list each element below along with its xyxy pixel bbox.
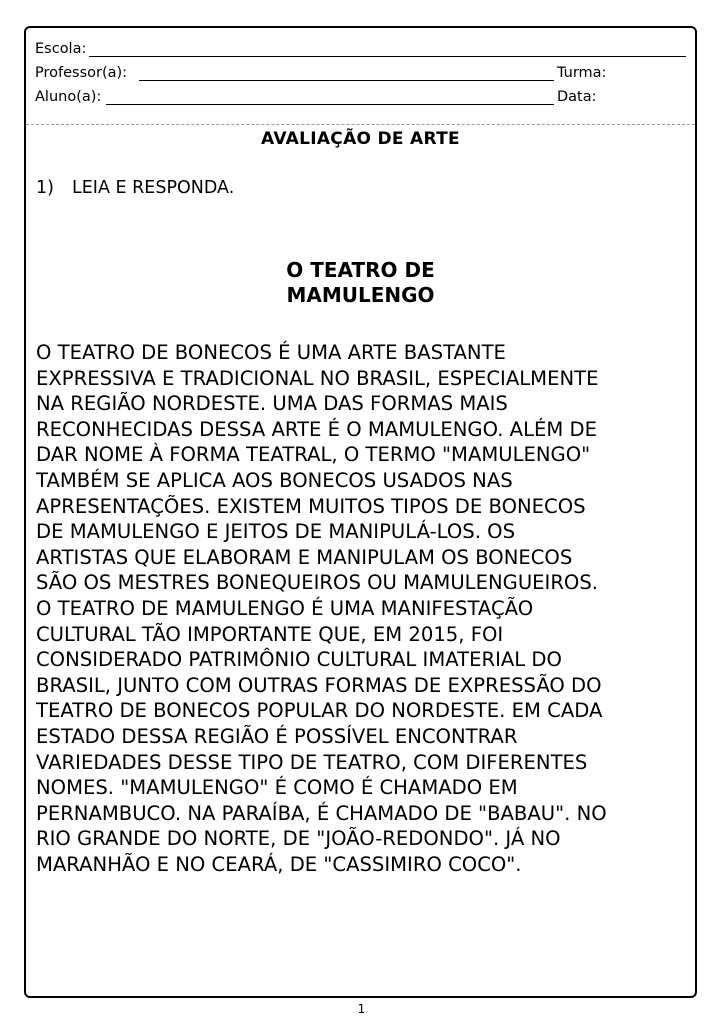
- body-line: BRASIL, JUNTO COM OUTRAS FORMAS DE EXPRESSÃO DO: [36, 673, 602, 697]
- class-label: Turma:: [557, 65, 607, 81]
- student-row: [35, 87, 686, 109]
- text-title-line-2: MAMULENGO: [286, 283, 435, 307]
- text-title-line-1: O TEATRO DE: [286, 258, 435, 282]
- body-line: O TEATRO DE MAMULENGO É UMA MANIFESTAÇÃO: [36, 596, 534, 620]
- school-line: [89, 56, 686, 57]
- body-line: PERNAMBUCO. NA PARAÍBA, É CHAMADO DE "BABAU". NO: [36, 801, 607, 825]
- body-line: VARIEDADES DESSE TIPO DE TEATRO, COM DIFERENTES: [36, 750, 588, 774]
- question-number: 1): [36, 178, 54, 198]
- body-line: MARANHÃO E NO CEARÁ, DE "CASSIMIRO COCO".: [36, 852, 522, 876]
- school-row: [35, 39, 686, 61]
- body-line: SÃO OS MESTRES BONEQUEIROS OU MAMULENGUEIROS.: [36, 571, 599, 595]
- school-label: Escola:: [35, 41, 87, 57]
- body-line: EXPRESSIVA E TRADICIONAL NO BRASIL, ESPECIALMENTE: [36, 366, 599, 390]
- teacher-row: [35, 63, 686, 85]
- student-line: [106, 104, 554, 105]
- body-text: [36, 340, 696, 877]
- question-text: LEIA E RESPONDA.: [72, 178, 235, 198]
- page-number: 1: [357, 1002, 366, 1016]
- body-line: APRESENTAÇÕES. EXISTEM MUITOS TIPOS DE BONECOS: [36, 494, 586, 518]
- body-line: ESTADO DESSA REGIÃO É POSSÍVEL ENCONTRAR: [36, 724, 518, 748]
- date-label: Data:: [557, 89, 597, 105]
- body-line: RIO GRANDE DO NORTE, DE "JOÃO-REDONDO". JÁ NO: [36, 827, 561, 851]
- teacher-line: [139, 80, 554, 81]
- body-line: ARTISTAS QUE ELABORAM E MANIPULAM OS BONECOS: [36, 545, 573, 569]
- body-line: CULTURAL TÃO IMPORTANTE QUE, EM 2015, FOI: [36, 622, 504, 646]
- student-label: Aluno(a):: [35, 89, 102, 105]
- page-title: AVALIAÇÃO DE ARTE: [261, 129, 460, 149]
- body-line: NOMES. "MAMULENGO" É COMO É CHAMADO EM: [36, 776, 518, 800]
- question-1: [36, 178, 234, 198]
- text-title: [26, 258, 695, 308]
- body-line: RECONHECIDAS DESSA ARTE É O MAMULENGO. ALÉM DE: [36, 417, 597, 441]
- page-frame: [24, 26, 697, 998]
- body-line: DAR NOME À FORMA TEATRAL, O TERMO "MAMULENGO": [36, 443, 591, 467]
- body-line: TEATRO DE BONECOS POPULAR DO NORDESTE. EM CADA: [36, 699, 603, 723]
- header-section: [26, 28, 695, 125]
- body-line: NA REGIÃO NORDESTE. UMA DAS FORMAS MAIS: [36, 392, 508, 416]
- body-line: CONSIDERADO PATRIMÔNIO CULTURAL IMATERIAL DO: [36, 648, 562, 672]
- teacher-label: Professor(a):: [35, 65, 128, 81]
- body-line: O TEATRO DE BONECOS É UMA ARTE BASTANTE: [36, 341, 506, 364]
- body-line: DE MAMULENGO E JEITOS DE MANIPULÁ-LOS. OS: [36, 520, 516, 544]
- body-line: TAMBÉM SE APLICA AOS BONECOS USADOS NAS: [36, 468, 513, 492]
